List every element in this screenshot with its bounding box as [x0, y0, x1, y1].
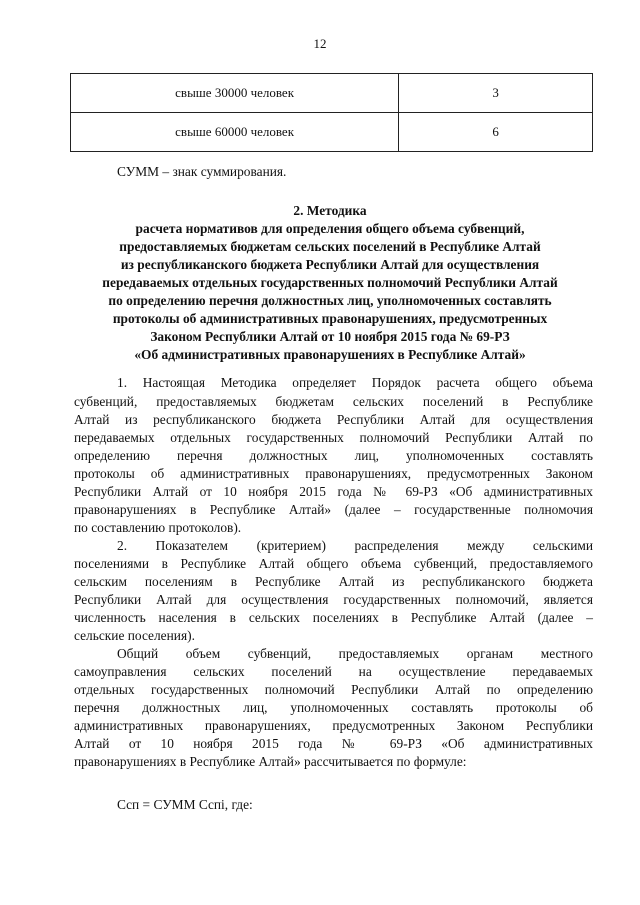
paragraph-2-line: сельские поселения). — [74, 628, 195, 643]
table-cell-value: 3 — [399, 74, 593, 113]
population-table — [70, 73, 593, 152]
section-heading-line: протоколы об административных правонарушениях, предусмотренных — [112, 311, 548, 326]
paragraph-2-line: сельским поселениям в Республике Алтай из республиканского бюджета — [74, 574, 593, 589]
paragraph-1-line: Республики Алтай от 10 ноября 2015 года № 69-РЗ «Об административных — [74, 484, 593, 499]
page-number: 12 — [313, 36, 327, 51]
section-heading-line: предоставляемых бюджетам сельских поселений в Республике Алтай — [119, 239, 541, 254]
section-heading-line: «Об административных правонарушениях в Республике Алтай» — [134, 347, 526, 362]
paragraph-1-line: протоколы об административных правонарушениях, предусмотренных Законом — [74, 466, 593, 481]
table-cell-label: свыше 30000 человек — [71, 74, 399, 113]
paragraph-3-line: самоуправления сельских поселений на осуществление передаваемых — [74, 664, 593, 679]
paragraph-1-line: 1. Настоящая Методика определяет Порядок расчета общего объема — [117, 375, 593, 390]
paragraph-1-line: субвенций, предоставляемых бюджетам сельских поселений в Республике — [74, 394, 593, 409]
paragraph-1-line: правонарушениях в Республике Алтай» (далее – государственные полномочия — [74, 502, 593, 517]
table-cell-label: свыше 60000 человек — [71, 113, 399, 152]
paragraph-2-line: поселениями в Республике Алтай общего объема субвенций, предоставляемого — [74, 556, 593, 571]
paragraph-1-line: Алтай из республиканского бюджета Республики Алтай для осуществления — [74, 412, 593, 427]
section-heading-line: передаваемых отдельных государственных полномочий Республики Алтай — [102, 275, 558, 290]
paragraph-3-line: отдельных государственных полномочий Республики Алтай по определению — [74, 682, 593, 697]
paragraph-3-line: перечня должностных лиц, уполномоченных составлять протоколы об — [74, 700, 593, 715]
section-heading-title: 2. Методика — [293, 203, 367, 218]
table-cell-value: 6 — [399, 113, 593, 152]
paragraph-2-line: Республики Алтай для осуществления государственных полномочий, является — [74, 592, 593, 607]
table-row — [71, 113, 593, 152]
paragraph-3-line: административных правонарушениях, предусмотренных Законом Республики — [74, 718, 593, 733]
table-row — [71, 74, 593, 113]
paragraph-1-line: по составлению протоколов). — [74, 520, 242, 535]
section-heading-line: по определению перечня должностных лиц, уполномоченных составлять — [108, 293, 552, 308]
paragraph-3-line: Алтай от 10 ноября 2015 года № 69-РЗ «Об административных — [74, 736, 593, 751]
section-heading-line: Законом Республики Алтай от 10 ноября 2015 года № 69-РЗ — [150, 329, 510, 344]
paragraph-3-line: правонарушениях в Республике Алтай» рассчитывается по формуле: — [74, 754, 467, 769]
paragraph-3-line: Общий объем субвенций, предоставляемых органам местного — [117, 646, 593, 661]
section-heading-line: расчета нормативов для определения общего объема субвенций, — [135, 221, 525, 236]
paragraph-2-line: 2. Показателем (критерием) распределения между сельскими — [117, 538, 593, 553]
formula: Ссп = СУММ Сспi, где: — [117, 797, 253, 812]
paragraph-1-line: определению перечня должностных лиц, уполномоченных составлять — [74, 448, 593, 463]
paragraph-2-line: численность населения в сельских поселениях в Республике Алтай (далее – — [74, 610, 593, 625]
summation-note: СУММ – знак суммирования. — [117, 164, 287, 179]
section-heading-line: из республиканского бюджета Республики Алтай для осуществления — [120, 257, 540, 272]
paragraph-1-line: передаваемых отдельных государственных полномочий Республики Алтай по — [74, 430, 593, 445]
